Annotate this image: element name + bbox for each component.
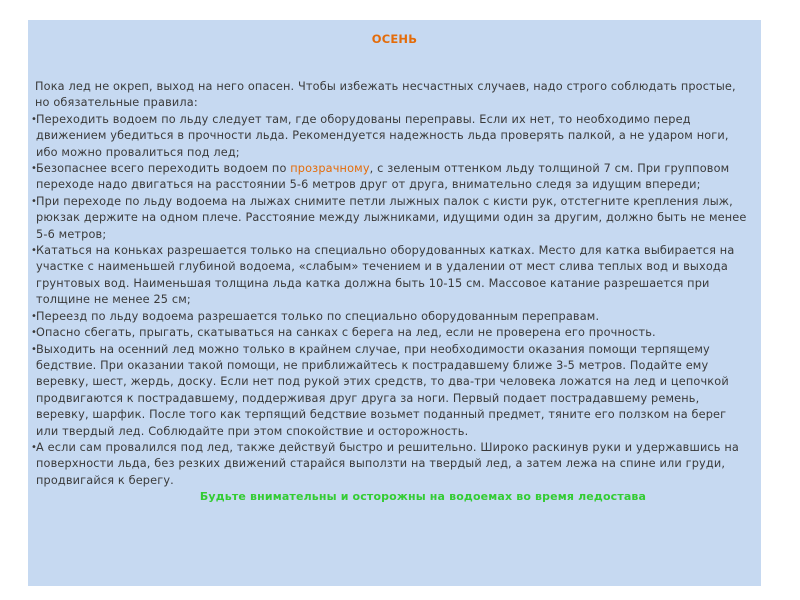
list-item-text: Переезд по льду водоема разрешается только по специально оборудованным переправам. xyxy=(36,309,600,323)
list-item-text: Выходить на осенний лед можно только в крайнем случае, при необходимости оказания помощи терпящему бедствие. При оказании такой помощи, не приближайтесь к пострадавшему ближе 3-5 метров. Подайте ему веревку, шест, жердь, доску. Если нет под рукой этих средств, то два-три человека ложатся на лед и цепочкой продвигаются к пострадавшему, поддерживая друг друга за ноги. Первый подает пострадавшему ремень, веревку, шарфик. После того как терпящий бедствие возьмет поданный предмет, тяните его ползком на берег или твердый лед. Соблюдайте при этом спокойствие и осторожность. xyxy=(36,342,729,438)
slide-body xyxy=(32,79,750,506)
bullet-icon: • xyxy=(31,245,38,257)
highlight-word: прозрачному xyxy=(290,162,370,176)
list-item xyxy=(32,325,750,341)
item-text-before: Безопаснее всего переходить водоем по xyxy=(36,162,291,176)
list-item xyxy=(32,309,750,325)
bullet-icon: • xyxy=(31,195,38,207)
list-item-text: Переходить водоем по льду следует там, где оборудованы переправы. Если их нет, то необходимо перед движением убедиться в прочности льда. Рекомендуется надежность льда проверять палкой, а не ударом ноги, ибо можно провалиться под лед; xyxy=(36,112,729,159)
list-item xyxy=(32,440,750,489)
slide xyxy=(28,20,761,586)
list-item xyxy=(32,243,750,309)
bullet-icon: • xyxy=(31,163,38,175)
bullet-icon: • xyxy=(31,441,38,453)
item-text-after: , с зеленым оттенком льду толщиной 7 см. При групповом переходе надо двигаться на расстоянии 5-6 метров друг от друга, внимательно следя за идущим впереди; xyxy=(36,162,730,192)
list-item-text: А если сам провалился под лед, также действуй быстро и решительно. Широко раскинув руки и удержавшись на поверхности льда, без резких движений старайся выползти на твердый лед, а затем лежа на спине или груди, продвигайся к берегу. xyxy=(36,440,739,487)
list-item xyxy=(32,112,750,161)
bullet-icon: • xyxy=(31,310,38,322)
list-item-text: Опасно сбегать, прыгать, скатываться на санках с берега на лед, если не проверена его прочность. xyxy=(36,326,656,340)
list-item-text: При переходе по льду водоема на лыжах снимите петли лыжных палок с кисти рук, отстегните крепления лыж, рюкзак держите на одном плече. Расстояние между лыжниками, идущими один за другим, должно быть не менее 5-6 метров; xyxy=(36,194,747,241)
intro-paragraph: Пока лед не окреп, выход на него опасен. Чтобы избежать несчастных случаев, надо строго соблюдать простые, но обязательные правила: xyxy=(35,80,736,110)
bullet-icon: • xyxy=(31,113,38,125)
closing-warning: Будьте внимательны и осторожны на водоемах во время ледостава xyxy=(199,490,647,504)
list-item xyxy=(32,161,750,194)
list-item xyxy=(32,342,750,440)
list-item-text: Кататься на коньках разрешается только на специально оборудованных катках. Место для катка выбирается на участке с наименьшей глубиной водоема, «слабым» течением и в удалении от мест слива теплых вод и выхода грунтовых вод. Наименьшая толщина льда катка должна быть 10-15 см. Массовое катание разрешается при толщине не менее 25 см; xyxy=(36,244,735,307)
slide-title: ОСЕНЬ xyxy=(371,32,418,46)
list-item-text xyxy=(36,162,729,191)
bullet-icon: • xyxy=(31,327,38,339)
list-item xyxy=(32,194,750,243)
bullet-icon: • xyxy=(31,343,38,355)
